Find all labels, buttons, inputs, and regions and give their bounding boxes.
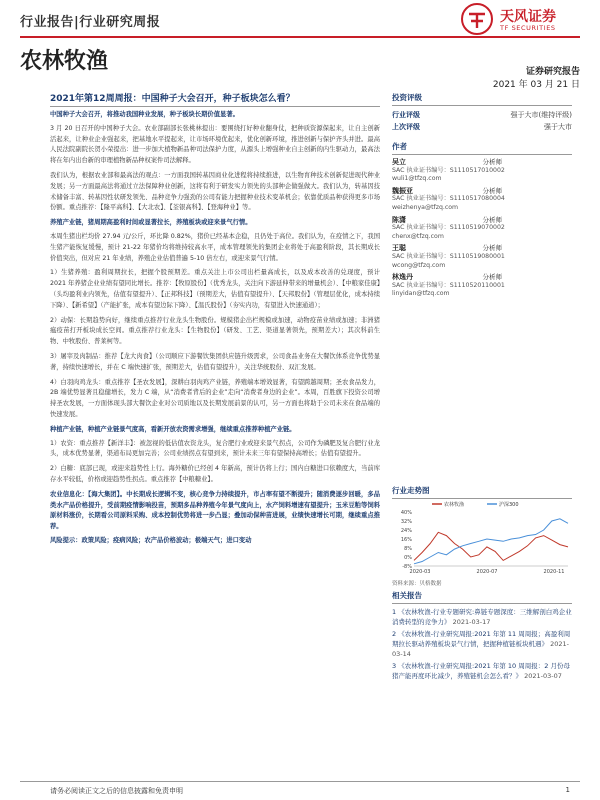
related-report-item[interactable] xyxy=(392,629,572,659)
author-name: 王聪 xyxy=(392,244,406,253)
author-name-row xyxy=(392,273,502,282)
related-report-item[interactable] xyxy=(392,607,572,627)
chart-y-tick-label: 8% xyxy=(404,545,412,552)
sidebar xyxy=(392,92,572,299)
report-date: 2021 年 03 月 21 日 xyxy=(492,80,580,90)
rating-heading: 投资评级 xyxy=(392,92,572,106)
chart-heading: 行业走势图 xyxy=(392,485,572,499)
risk-warning: 风险提示：政策风险；疫病风险；农产品价格波动；极端天气；进口变动 xyxy=(50,536,252,544)
body-paragraph: 2）白糖：底部已现，或迎来趋势性上行。海外糖价已经创 4 年新高，预计仍将上行；国内白糖进口依赖度大，当前库存水平较低，价格或迎趋势性拐点。重点推荐【中粮糖业】。 xyxy=(50,465,380,483)
author-list xyxy=(392,158,572,299)
chart-y-tick-label: 32% xyxy=(400,518,412,525)
chart-y-tick-label: 40% xyxy=(400,509,412,516)
body-paragraph: 2）动保：长期趋势向好，继续重点推荐行业龙头生物股份。规模猪企出栏规模或加速，动物疫苗业绩或加速；非洲猪瘟疫苗打开板块成长空间。重点推荐行业龙头：【生物股份】（研发、工艺、渠道显著领先，预期差大）；其次科前生物、中牧股份、普莱柯等。 xyxy=(50,316,380,346)
author-sac: SAC 执业证书编号：S1110517080004 xyxy=(392,195,505,203)
author-entry xyxy=(392,216,572,242)
related-report-date: 2021-03-17 xyxy=(452,618,491,626)
chart-y-tick-label: 24% xyxy=(400,527,412,534)
chart-y-tick-label: 16% xyxy=(400,536,412,543)
author-entry xyxy=(392,187,572,213)
author-sac: SAC 执业证书编号：S1110517010002 xyxy=(392,166,505,174)
author-entry xyxy=(392,244,572,270)
chart-x-tick-label: 2020-03 xyxy=(409,569,431,575)
related-report-title[interactable]: 1 《农林牧渔-行业专题研究:鼻链专题深度：三维解剖白鸡企业消费转型的竞争力》 xyxy=(392,608,572,626)
sector-title: 农林牧渔 xyxy=(20,49,109,74)
author-role: 分析师 xyxy=(482,273,502,282)
author-email[interactable]: linyidan@tfzq.com xyxy=(392,290,450,298)
author-name: 林逸丹 xyxy=(392,273,413,282)
related-report-item[interactable] xyxy=(392,661,572,681)
section-heading: 种植产业链，种植产业链景气度高，看新开放农资需求增强，继续重点推荐种植产业链。 xyxy=(50,425,296,433)
related-reports xyxy=(392,591,572,683)
author-sac: SAC 执业证书编号：S1110520110001 xyxy=(392,281,505,289)
report-type: 证券研究报告 xyxy=(525,67,580,77)
author-role: 分析师 xyxy=(482,215,502,224)
main-body xyxy=(50,110,380,551)
author-name-row xyxy=(392,216,502,225)
chart-y-tick-label: 0% xyxy=(404,554,412,561)
author-role: 分析师 xyxy=(482,186,502,195)
related-report-date: 2021-03-14 xyxy=(392,640,569,658)
industry-rating xyxy=(392,109,572,121)
related-report-title[interactable]: 3 《农林牧渔-行业研究周报:2021 年第 10 周周报：2 月份母猪产能再度环比减少，养殖链机会怎么看？》 xyxy=(392,662,570,680)
related-report-title[interactable]: 2 《农林牧渔-行业研究周报:2021 年第 11 周周报；高盈利周期拉长驱动养殖板块景气行情，把握种植链板块机遇》 xyxy=(392,630,571,648)
chart-x-tick-label: 2020-07 xyxy=(476,569,498,575)
page-number: 1 xyxy=(565,786,570,794)
previous-rating xyxy=(392,121,572,133)
chart-y-tick-label: -8% xyxy=(402,563,412,570)
related-report-date: 2021-03-07 xyxy=(524,672,562,680)
author-entry xyxy=(392,158,572,184)
body-paragraph: 本周生猪出栏均价 27.94 元/公斤，环比降 0.82%，猪价已经基本企稳，且仍处于高位。我们认为，在疫情之下，我国生猪产能恢复缓慢，预计 21-22 年猪价均将维持较高水平，成本管理领先的集团企业将处于高盈利阶段，其长期成长价值突出，但对应 21 年业绩，养殖企业估值普遍 5-10 倍左右，或迎来景气行情。 xyxy=(50,232,380,262)
report-category: 行业报告|行业研究周报 xyxy=(20,15,161,30)
body-paragraph: 我们认为，根据农业部和最高法的观点：一方面我国转基因商业化进程将持续推进，以生物育种技术创新促进现代种业发展；另一方面最高法将通过立法保障种业创新，这将有利于研发实力领先的头部种企做强做大。我们认为，转基因技术储备丰富、转基因性状研发领先、品种竞争力强劲的公司有能力把握种业技术变革机会；依靠优质品种获得更多市场份额。重点推荐：【隆平高科】、【大北农】、【荃银高科】、【登海种业】等。 xyxy=(50,171,380,212)
body-paragraph: 4）白羽肉鸡龙头：重点推荐【圣农发展】，深耕白羽肉鸡产业链，养殖端本增效显著，有望跨越周期；圣农食品发力，2B 端优势显著且稳健增长，发力 C 端，从“消费者背后的企业”走向“消费者身边的企业”。本周，百胜旗下投资公司增持圣农发展，一方面体现头部大餐饮企业对公司质地以及长期发展前景的认可，另一方面也将助于公司未来在食品端的快速发展。 xyxy=(50,378,380,418)
company-logo xyxy=(460,2,580,36)
author-entry xyxy=(392,273,572,299)
logo-name-cn: 天风证券 xyxy=(500,9,556,25)
chart-series-line xyxy=(414,519,568,564)
chart-source: 资料来源：贝格数据 xyxy=(392,581,442,587)
report-title: 2021年第12周周报：中国种子大会召开，种子板块怎么看？ xyxy=(50,91,380,107)
author-email[interactable]: wcong@tfzq.com xyxy=(392,261,446,269)
footer-divider xyxy=(20,781,580,782)
industry-rating-label: 行业评级 xyxy=(392,111,420,119)
previous-rating-value: 强于大市 xyxy=(544,123,572,131)
section-heading: 农业信息化：【海大集团】。中长期成长逻辑不变，核心竞争力持续提升，市占率有望不断提升；随消费逐步回暖，多品类水产品价格提升，受前期疫情影响投苗，预期多品种养殖今年景气度向上，水产饲料增速有望提升；玉米豆粕等饲料原材料涨价，长期看公司原料采购、成本控制优势将进一步凸显；叠加动保种苗进展，业绩快速增长可期，继续重点推荐。 xyxy=(50,490,380,531)
industry-rating-value: 强于大市(维持评级) xyxy=(510,111,572,119)
author-name-row xyxy=(392,244,502,253)
industry-trend-chart xyxy=(392,500,572,576)
author-email[interactable]: wuli1@tfzq.com xyxy=(392,175,442,183)
logo-name-en: TF SECURITIES xyxy=(500,24,556,32)
author-sac: SAC 执业证书编号：S1110519080001 xyxy=(392,252,505,260)
section-heading: 中国种子大会召开，将推动我国种业发展，种子板块长期价值显著。 xyxy=(50,111,239,118)
body-paragraph: 3）屠宰及肉制品：推荐【龙大肉食】（公司顺应下游餐饮集团供应链升级需求，公司食品业务在大餐饮体系竞争优势显著，持续快速增长，并在 C 端快速扩张，预期差大，估值有望提升），关注华统股份、双汇发展。 xyxy=(50,352,380,371)
author-name: 吴立 xyxy=(392,158,406,166)
author-heading: 作者 xyxy=(392,141,572,155)
author-name-row xyxy=(392,158,502,167)
body-paragraph: 1）生猪养殖：盈利周期拉长，把握个股预期差。重点关注上市公司出栏量高成长，以及成本改善的兑现度，预计 2021 年养猪企业业绩有望同比增长。推荐：【牧原股份】（优秀龙头，关注向下游延伸带来的增量机会）、【中粮家佳康】（头均盈利业内领先，估值有望提升）、【正邦科技】（预期差大，估值有望提升）、【天邦股份】（管理层优化，成本持续下降）、【新希望】（产能扩张，成本有望边际下降）、【温氏股份】（夯实内功，有望进入快速通道）； xyxy=(50,269,380,309)
author-email[interactable]: chenx@tfzq.com xyxy=(392,232,444,240)
related-heading: 相关报告 xyxy=(392,591,572,604)
author-role: 分析师 xyxy=(482,244,502,253)
chart-x-tick-label: 2020-11 xyxy=(543,569,565,575)
author-sac: SAC 执业证书编号：S1110519070002 xyxy=(392,224,505,232)
author-role: 分析师 xyxy=(482,158,502,166)
chart-legend-label: 农林牧渔 xyxy=(444,502,465,508)
author-email[interactable]: weizhenya@tfzq.com xyxy=(392,203,459,211)
tf-logo-icon xyxy=(460,2,494,36)
author-name: 陈潇 xyxy=(392,215,406,224)
chart-series-line xyxy=(414,532,568,560)
body-paragraph: 1）农资：重点推荐【新洋丰】：被忽视的低估值农资龙头，复合肥行业或迎来景气拐点，公司作为磷肥及复合肥行业龙头，成本优势显著，渠道布局更加完善；公司业绩拐点有望到来，预计未来三年有望保持高增长；估值有望提升。 xyxy=(50,439,380,458)
disclaimer: 请务必阅读正文之后的信息披露和免责申明 xyxy=(50,787,183,795)
section-heading: 养殖产业链，猪周期高盈利时间或显著拉长，养殖板块或迎来景气行情。 xyxy=(50,219,252,227)
header-divider xyxy=(20,36,580,38)
author-name: 魏振亚 xyxy=(392,186,413,195)
chart-legend-label: 沪深300 xyxy=(499,502,519,508)
previous-rating-label: 上次评级 xyxy=(392,123,420,131)
body-paragraph: 3 月 20 日召开的中国种子大会。农业部副部长张桃林提出：要围绕打好种业翻身仗，把种质资源保起来，让自主创新活起来，让种业企业强起来，把基地水平提起来，让市场环境优起来，优化创新环境，推进创新与保护齐头并进。最高人民法院副院长贺小荣提出：进一步加大植物新品种司法保护力度，从源头上增强种业自主创新的内生驱动力，最高法将在年内出台新的审理植物新品种权案件司法解释。 xyxy=(50,124,380,165)
